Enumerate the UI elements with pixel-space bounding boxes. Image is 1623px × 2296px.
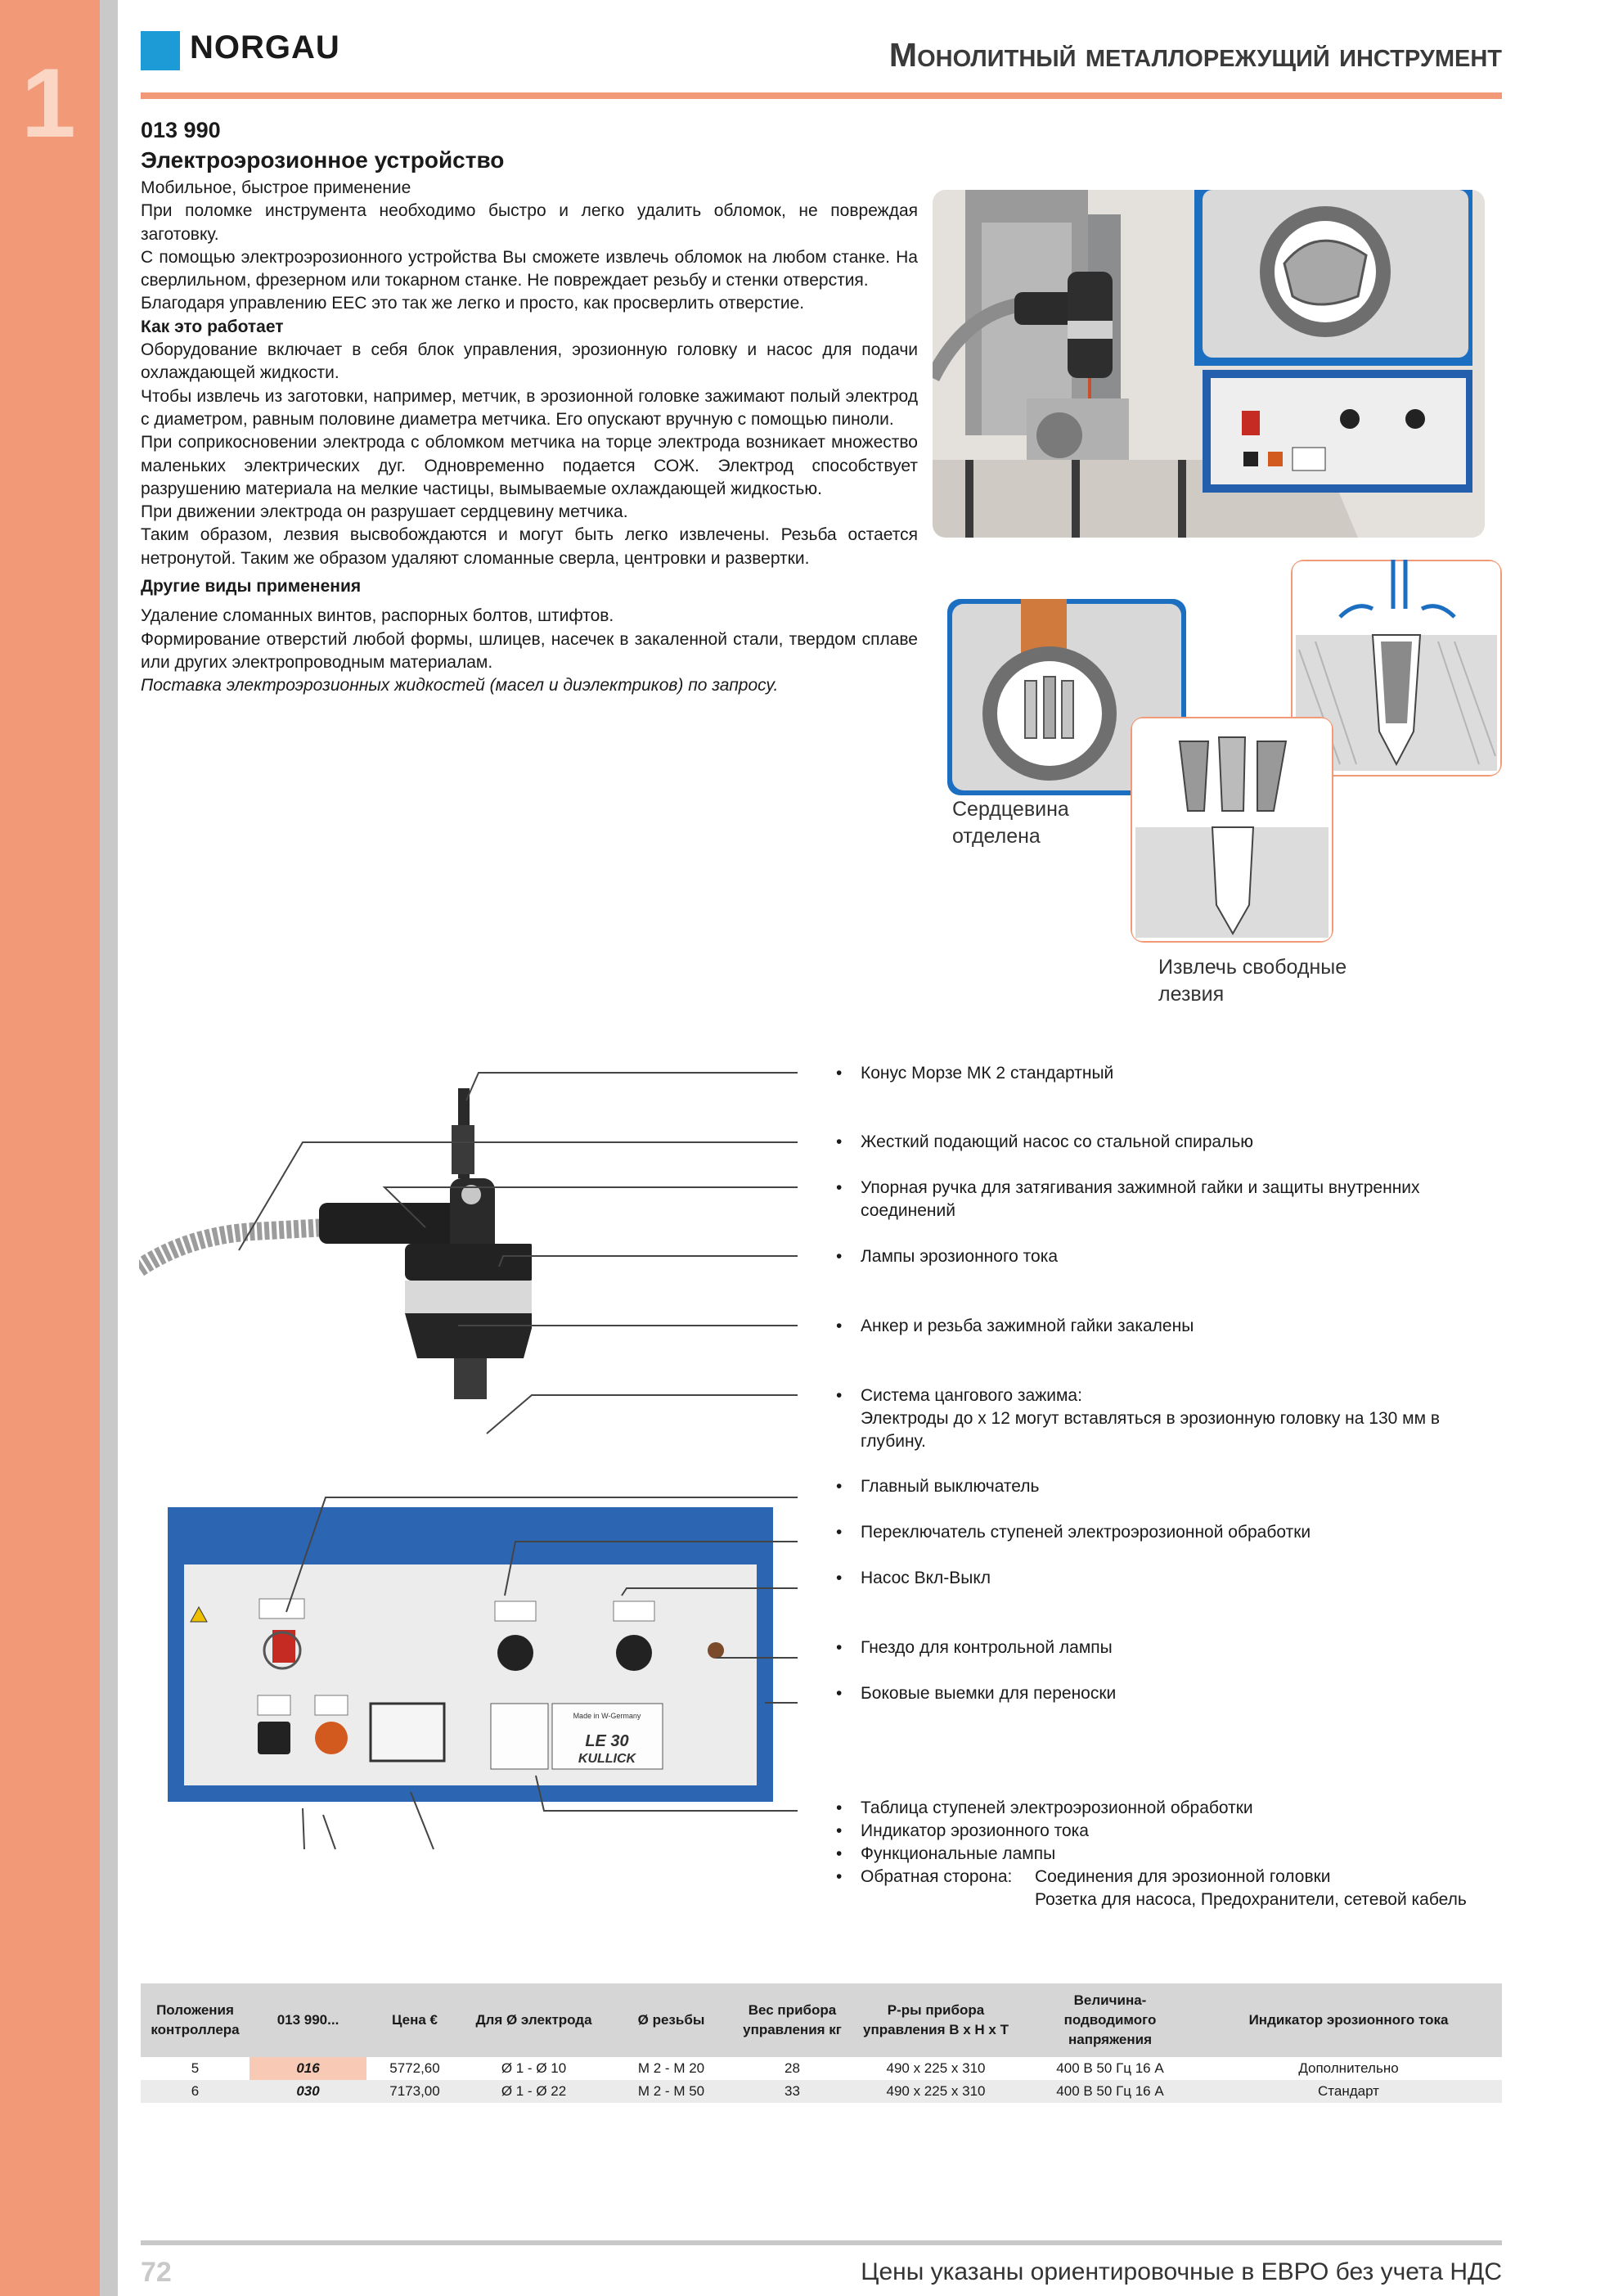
desc-paragraph: При поломке инструмента необходимо быстро и легко удалить обломок, не повреждая заготовку. — [141, 201, 918, 244]
how-paragraph: При движении электрода он разрушает сердцевину метчика. — [141, 502, 628, 522]
how-it-works-heading: Как это работает — [141, 317, 284, 336]
back-side-line: Розетка для насоса, Предохранители, сетевой кабель — [1035, 1890, 1467, 1909]
table-cell: 5 — [191, 2060, 200, 2076]
back-side-detail — [1035, 1866, 1509, 1911]
table-cell: 5772,60 — [389, 2060, 440, 2076]
table-cell: 490 x 225 x 310 — [886, 2060, 986, 2076]
feature-text: Жесткий подающий насос со стальной спиралью — [861, 1132, 1254, 1151]
caption-line: Сердцевина — [952, 798, 1069, 821]
panel-maker-label: KULLICK — [578, 1752, 636, 1766]
footer-divider — [141, 2240, 1502, 2245]
table-cell: 28 — [785, 2060, 800, 2076]
chapter-number: 1 — [21, 48, 76, 158]
panel-made-label: Made in W-Germany — [573, 1712, 641, 1720]
feature-text: Система цангового зажима: — [861, 1386, 1082, 1405]
col-weight: Вес прибора управления кг — [738, 1983, 847, 2057]
feature-text: Таблица ступеней электроэрозионной обработки — [861, 1799, 1253, 1817]
table-cell: M 2 - M 50 — [605, 2080, 738, 2103]
feature-text: Лампы эрозионного тока — [861, 1247, 1059, 1266]
table-row — [141, 2080, 1502, 2103]
table-cell: 6 — [141, 2080, 250, 2103]
feature-text: Боковые выемки для переноски — [861, 1684, 1117, 1703]
table-row — [141, 2057, 1502, 2080]
feature-text: Переключатель ступеней электроэрозионной обработки — [861, 1523, 1311, 1542]
caption-line: отделена — [952, 825, 1041, 848]
feature-text: Функциональные лампы — [861, 1844, 1056, 1863]
col-indicator: Индикатор эрозионного тока — [1195, 1983, 1502, 2057]
feature-text: Насос Вкл-Выкл — [861, 1569, 991, 1587]
feature-text: Индикатор эрозионного тока — [861, 1821, 1089, 1840]
desc-paragraph: С помощью электроэрозионного устройства Вы сможете извлечь обломок на любом станке. На сверлильном, фрезерном или токарном станке. Не повреждает резьбу и стенки отверстия. — [141, 247, 918, 290]
table-cell: 400 В 50 Гц 16 А — [1056, 2060, 1164, 2076]
panel-model-label: LE 30 — [585, 1732, 629, 1750]
col-controller-positions: Положения контроллера — [141, 1983, 250, 2057]
col-voltage: Величина-подводимого напряжения — [1025, 1983, 1195, 2057]
table-header-row — [141, 1983, 1502, 2057]
col-price: Цена € — [366, 1983, 463, 2057]
feature-text: Упорная ручка для затягивания зажимной гайки и защиты внутренних соединений — [861, 1178, 1420, 1220]
col-thread: Ø резьбы — [605, 1983, 738, 2057]
how-paragraph: Чтобы извлечь из заготовки, например, метчик, в эрозионной головке зажимают полый электрод с диаметром, равным половине диаметра метчика. Его опускают вручную с помощью пиноли. — [141, 386, 918, 429]
feature-text: Анкер и резьба зажимной гайки закалены — [861, 1317, 1194, 1335]
other-paragraph: Удаление сломанных винтов, распорных болтов, штифтов. — [141, 606, 614, 626]
col-article: 013 990... — [250, 1983, 366, 2057]
col-electrode: Для Ø электрода — [463, 1983, 605, 2057]
how-paragraph: При соприкосновении электрода с обломком метчика на торце электрода возникает множество маленьких электрических дуг. Одновременно подается СОЖ. Электрод способствует разрушению материала на мелкие частицы, вымываемые охлаждающей жидкостью. — [141, 433, 918, 498]
price-note: Цены указаны ориентировочные в ЕВРО без учета НДС — [861, 2258, 1502, 2285]
other-uses-heading: Другие виды применения — [141, 577, 362, 597]
table-cell-code: 016 — [250, 2057, 366, 2080]
table-cell: Стандарт — [1195, 2080, 1502, 2103]
desc-paragraph: Благодаря управлению EEC это так же легко и просто, как просверлить отверстие. — [141, 294, 805, 313]
col-dimensions: Р-ры прибора управления В х Н х Т — [847, 1983, 1025, 2057]
other-paragraph: Формирование отверстий любой формы, шлицев, насечек в закаленной стали, твердом сплаве или других электропроводным материалам. — [141, 629, 918, 672]
section-title: Монолитный металлорежущий инструмент — [888, 36, 1502, 74]
table-cell: M 2 - M 20 — [637, 2060, 705, 2076]
how-paragraph: Таким образом, лезвия высвобождаются и могут быть легко извлечены. Резьба остается нетронутой. Таким же образом удаляют сломанные сверла, центровки и развертки. — [141, 525, 918, 568]
feature-text: Гнездо для контрольной лампы — [861, 1638, 1113, 1657]
table-cell: Ø 1 - Ø 22 — [463, 2080, 605, 2103]
table-cell: 490 x 225 x 310 — [847, 2080, 1025, 2103]
table-cell-code: 030 — [250, 2080, 366, 2103]
back-side-line: Соединения для эрозионной головки — [1035, 1867, 1331, 1886]
caption-line: лезвия — [1158, 983, 1225, 1006]
article-title: Электроэрозионное устройство — [141, 147, 505, 173]
feature-text: Электроды до x 12 могут вставляться в эрозионную головку на 130 мм в глубину. — [861, 1409, 1441, 1451]
table-cell: 33 — [738, 2080, 847, 2103]
table-cell: Ø 1 - Ø 10 — [501, 2060, 567, 2076]
table-cell: 7173,00 — [366, 2080, 463, 2103]
table-cell: 400 В 50 Гц 16 А — [1025, 2080, 1195, 2103]
caption-line: Извлечь свободные — [1158, 956, 1347, 979]
feature-text: Конус Морзе МК 2 стандартный — [861, 1064, 1114, 1083]
desc-paragraph: Мобильное, быстрое применение — [141, 178, 411, 197]
spec-table — [141, 1983, 1502, 2103]
how-paragraph: Оборудование включает в себя блок управления, эрозионную головку и насос для подачи охлаждающей жидкости. — [141, 340, 918, 383]
brand-logo-text: NORGAU — [190, 29, 340, 65]
table-cell: Дополнительно — [1298, 2060, 1399, 2076]
article-number: 013 990 — [141, 118, 221, 142]
feature-text: Главный выключатель — [861, 1477, 1040, 1496]
page-number: 72 — [141, 2257, 172, 2288]
supply-note: Поставка электроэрозионных жидкостей (масел и диэлектриков) по запросу. — [141, 676, 779, 696]
feature-text: Обратная сторона: — [861, 1867, 1013, 1886]
